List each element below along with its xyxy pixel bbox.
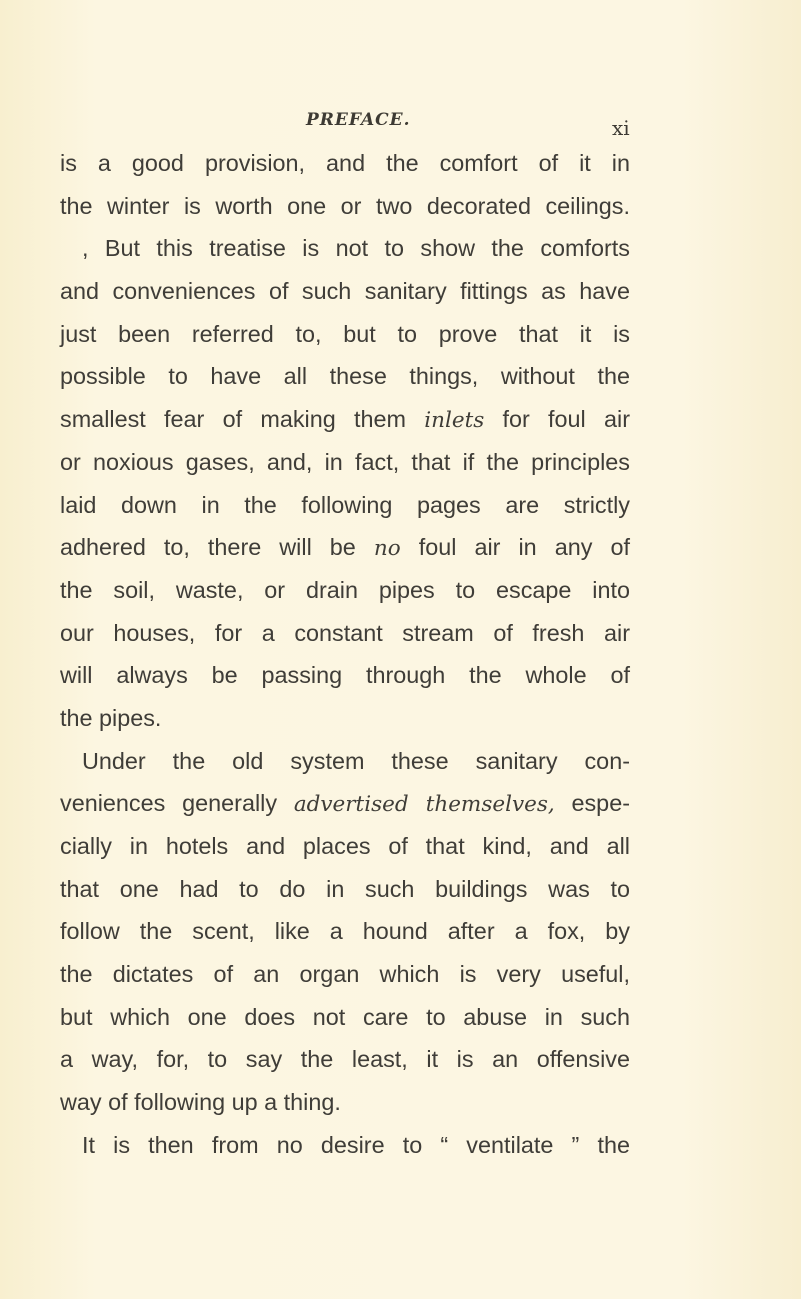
text-line: just been referred to, but to prove that it is	[60, 320, 630, 347]
italic-emphasis: inlets	[424, 408, 485, 434]
text-line: that one had to do in such buildings was to	[60, 875, 630, 902]
italic-emphasis: advertised themselves,	[293, 792, 555, 818]
text-line: will always be passing through the whole of	[60, 662, 630, 689]
text-line: the pipes.	[60, 704, 162, 731]
text-line: the dictates of an organ which is very useful,	[60, 961, 630, 988]
text-segment: foul air in any of	[400, 534, 630, 561]
text-line: Under the old system these sanitary con-	[82, 747, 630, 774]
text-line: a way, for, to say the least, it is an offensive	[60, 1046, 630, 1073]
text-line: It is then from no desire to “ ventilate ” the	[82, 1131, 630, 1158]
body-text	[60, 142, 630, 1167]
text-segment: adhered to, there will be	[60, 534, 374, 561]
text-line: but which one does not care to abuse in such	[60, 1003, 630, 1030]
text-line	[60, 398, 630, 441]
page-header	[0, 110, 801, 142]
text-line: possible to have all these things, without the	[60, 363, 630, 390]
text-line: cially in hotels and places of that kind, and all	[60, 833, 630, 859]
text-line: way of following up a thing.	[60, 1089, 341, 1116]
text-line	[60, 526, 630, 569]
text-line: the winter is worth one or two decorated ceilings.	[60, 192, 630, 219]
text-segment: espe-	[554, 790, 630, 817]
text-segment: smallest fear of making them	[60, 406, 425, 433]
text-segment: for foul air	[484, 406, 630, 433]
text-line: , But this treatise is not to show the comforts	[82, 235, 630, 262]
page-number: xi	[612, 116, 630, 140]
text-line: is a good provision, and the comfort of it in	[60, 150, 630, 176]
text-segment: veniences generally	[60, 790, 294, 817]
italic-emphasis: no	[373, 536, 401, 562]
text-line: follow the scent, like a hound after a fox, by	[60, 918, 630, 945]
text-line: laid down in the following pages are strictly	[60, 491, 630, 518]
running-head: PREFACE.	[306, 110, 411, 130]
text-line	[60, 782, 630, 825]
text-line: and conveniences of such sanitary fittings as have	[60, 278, 630, 305]
text-line: the soil, waste, or drain pipes to escape into	[60, 576, 630, 603]
text-line: or noxious gases, and, in fact, that if the principles	[60, 448, 630, 475]
text-line: our houses, for a constant stream of fresh air	[60, 619, 630, 646]
